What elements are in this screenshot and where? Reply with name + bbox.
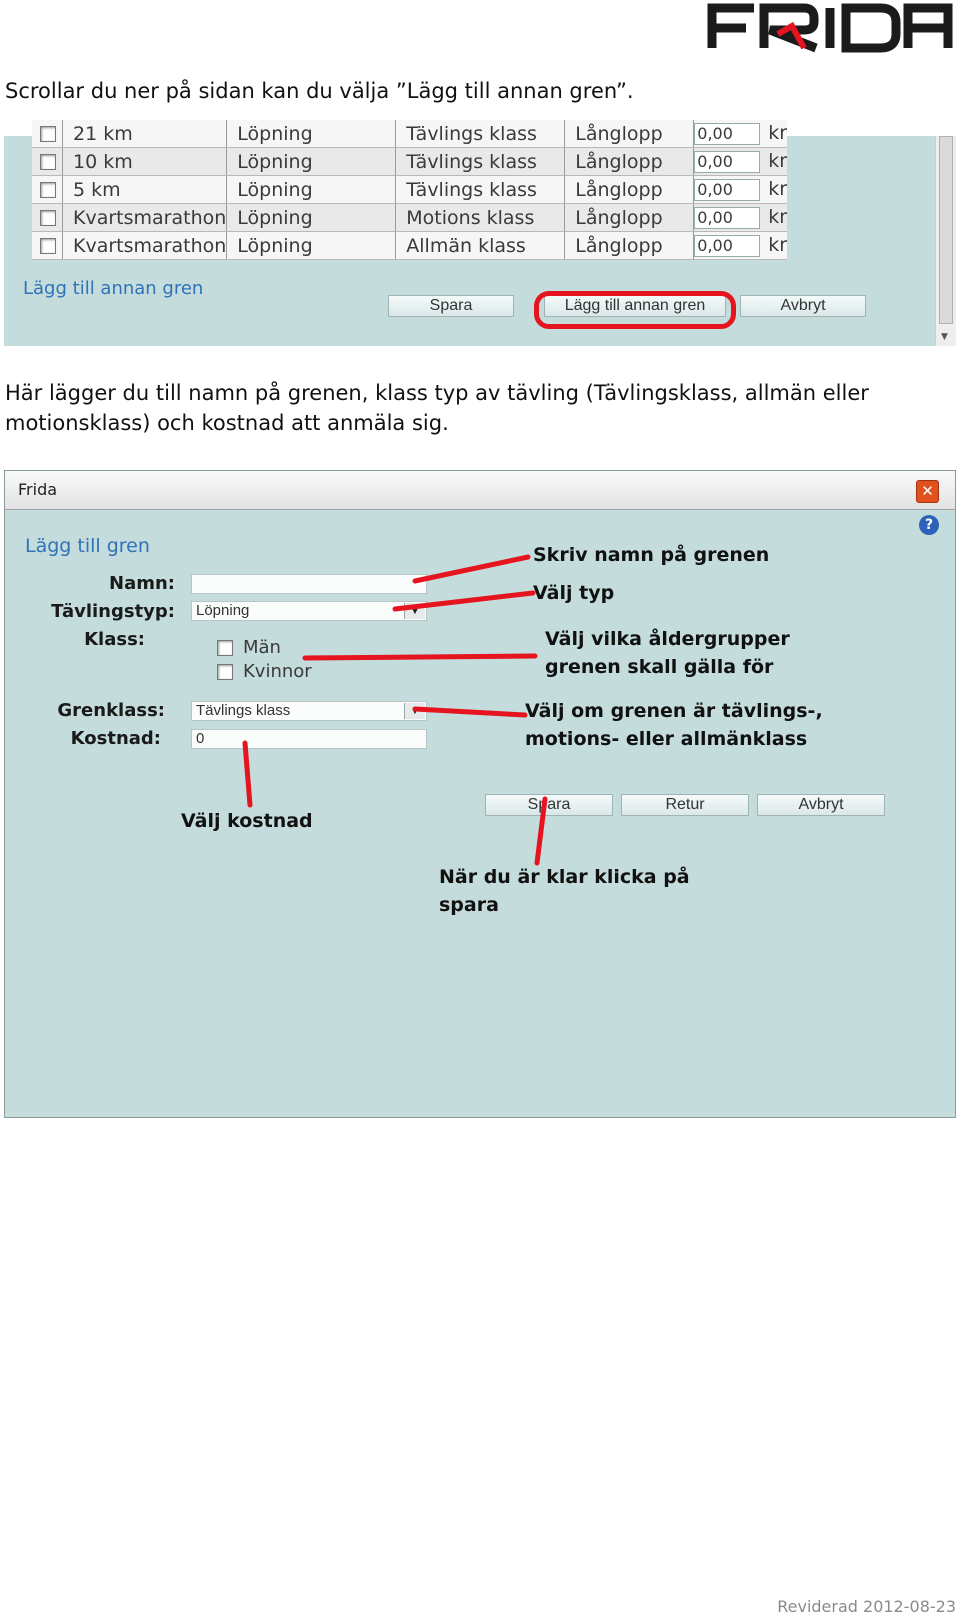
back-button[interactable]: Retur xyxy=(621,794,749,816)
branch-type-cell: Löpning xyxy=(227,148,396,176)
annotation-arrows xyxy=(5,471,957,1119)
price-input[interactable]: 0,00 xyxy=(694,179,760,201)
annotation-save-line2: spara xyxy=(439,894,499,916)
price-cell xyxy=(694,232,787,260)
chevron-down-icon[interactable]: ▼ xyxy=(404,603,425,619)
branch-category-cell: Långlopp xyxy=(565,120,694,148)
branch-name-cell: Kvartsmarathon xyxy=(63,204,227,232)
branch-table xyxy=(32,120,787,260)
checkbox-icon[interactable] xyxy=(40,238,56,254)
description-text: Här lägger du till namn på grenen, klass typ av tävling (Tävlingsklass, allmän eller motionsklass) och kostnad att anmäla sig. xyxy=(5,381,869,435)
table-row xyxy=(32,148,787,176)
currency-label: kr xyxy=(768,178,788,201)
branch-category-cell: Långlopp xyxy=(565,176,694,204)
table-row xyxy=(32,176,787,204)
save-button[interactable]: Spara xyxy=(485,794,613,816)
checkbox-women-label: Kvinnor xyxy=(243,661,312,682)
branch-type-cell: Löpning xyxy=(227,204,396,232)
dialog-title: Frida xyxy=(18,480,58,499)
annotation-groups-line2: grenen skall gälla för xyxy=(545,656,774,678)
close-icon[interactable]: ✕ xyxy=(916,480,939,503)
branch-list-screenshot xyxy=(4,122,956,346)
branch-class-cell: Tävlings klass xyxy=(396,176,565,204)
price-cell xyxy=(694,204,787,232)
branch-class-cell: Allmän klass xyxy=(396,232,565,260)
branch-class-cell: Tävlings klass xyxy=(396,120,565,148)
branch-category-cell: Långlopp xyxy=(565,232,694,260)
price-cell xyxy=(694,120,787,148)
revision-footer: Reviderad 2012-08-23 xyxy=(777,1597,956,1616)
branch-type-cell: Löpning xyxy=(227,176,396,204)
cancel-button[interactable]: Avbryt xyxy=(757,794,885,816)
help-icon[interactable]: ? xyxy=(919,515,939,535)
price-input[interactable]: 0,00 xyxy=(694,123,760,145)
table-row xyxy=(32,204,787,232)
annotation-grenklass xyxy=(525,697,823,753)
annotation-groups-line1: Välj vilka åldergrupper xyxy=(545,628,790,650)
checkbox-icon[interactable] xyxy=(40,210,56,226)
annotation-type: Välj typ xyxy=(533,582,615,604)
annotation-cost: Välj kostnad xyxy=(181,810,313,832)
price-input[interactable]: 0,00 xyxy=(694,151,760,173)
scrollbar-thumb[interactable] xyxy=(939,136,953,324)
price-cell xyxy=(694,148,787,176)
checkbox-icon[interactable] xyxy=(40,182,56,198)
row-checkbox-cell[interactable] xyxy=(32,148,63,176)
chevron-down-icon[interactable]: ▼ xyxy=(404,703,425,719)
price-input[interactable]: 0,00 xyxy=(694,207,760,229)
price-input[interactable]: 0,00 xyxy=(694,235,760,257)
add-branch-dialog xyxy=(4,470,956,1118)
checkbox-icon[interactable] xyxy=(40,126,56,142)
price-cell xyxy=(694,176,787,204)
branch-name-cell: Kvartsmarathon xyxy=(63,232,227,260)
scroll-down-arrow-icon[interactable]: ▼ xyxy=(941,332,948,342)
branch-category-cell: Långlopp xyxy=(565,148,694,176)
branch-type-cell: Löpning xyxy=(227,120,396,148)
grenklass-select-value: Tävlings klass xyxy=(196,702,291,719)
cost-input[interactable]: 0 xyxy=(191,729,427,749)
branch-name-cell: 5 km xyxy=(63,176,227,204)
name-label: Namn: xyxy=(109,573,175,594)
annotation-grenklass-line1: Välj om grenen är tävlings-, xyxy=(525,700,823,722)
currency-label: kr xyxy=(768,122,788,145)
branch-type-cell: Löpning xyxy=(227,232,396,260)
currency-label: kr xyxy=(768,234,788,257)
add-other-branch-button[interactable]: Lägg till annan gren xyxy=(544,295,726,317)
annotation-name: Skriv namn på grenen xyxy=(533,544,770,566)
checkbox-icon[interactable] xyxy=(40,154,56,170)
row-checkbox-cell[interactable] xyxy=(32,204,63,232)
form-heading: Lägg till gren xyxy=(25,535,150,557)
frida-logo xyxy=(704,0,956,54)
table-row xyxy=(32,120,787,148)
annotation-save-line1: När du är klar klicka på xyxy=(439,866,690,888)
row-checkbox-cell[interactable] xyxy=(32,232,63,260)
save-button[interactable]: Spara xyxy=(388,295,514,317)
highlight-circle xyxy=(534,291,736,329)
grenklass-label: Grenklass: xyxy=(57,700,165,721)
klass-label: Klass: xyxy=(84,629,145,650)
branch-name-cell: 21 km xyxy=(63,120,227,148)
currency-label: kr xyxy=(768,206,788,229)
cost-label: Kostnad: xyxy=(70,728,161,749)
checkbox-men-label: Män xyxy=(243,637,281,658)
table-row xyxy=(32,232,787,260)
type-select-value: Löpning xyxy=(196,602,250,619)
add-branch-link[interactable]: Lägg till annan gren xyxy=(23,278,204,299)
branch-class-cell: Tävlings klass xyxy=(396,148,565,176)
scrollbar[interactable] xyxy=(935,136,956,346)
annotation-save xyxy=(439,863,690,919)
currency-label: kr xyxy=(768,150,788,173)
row-checkbox-cell[interactable] xyxy=(32,176,63,204)
annotation-grenklass-line2: motions- eller allmänklass xyxy=(525,728,808,750)
cancel-button[interactable]: Avbryt xyxy=(740,295,866,317)
annotation-groups xyxy=(545,625,790,681)
branch-category-cell: Långlopp xyxy=(565,204,694,232)
branch-name-cell: 10 km xyxy=(63,148,227,176)
branch-class-cell: Motions klass xyxy=(396,204,565,232)
row-checkbox-cell[interactable] xyxy=(32,120,63,148)
intro-text: Scrollar du ner på sidan kan du välja ”Lägg till annan gren”. xyxy=(5,79,634,103)
type-label: Tävlingstyp: xyxy=(51,601,175,622)
